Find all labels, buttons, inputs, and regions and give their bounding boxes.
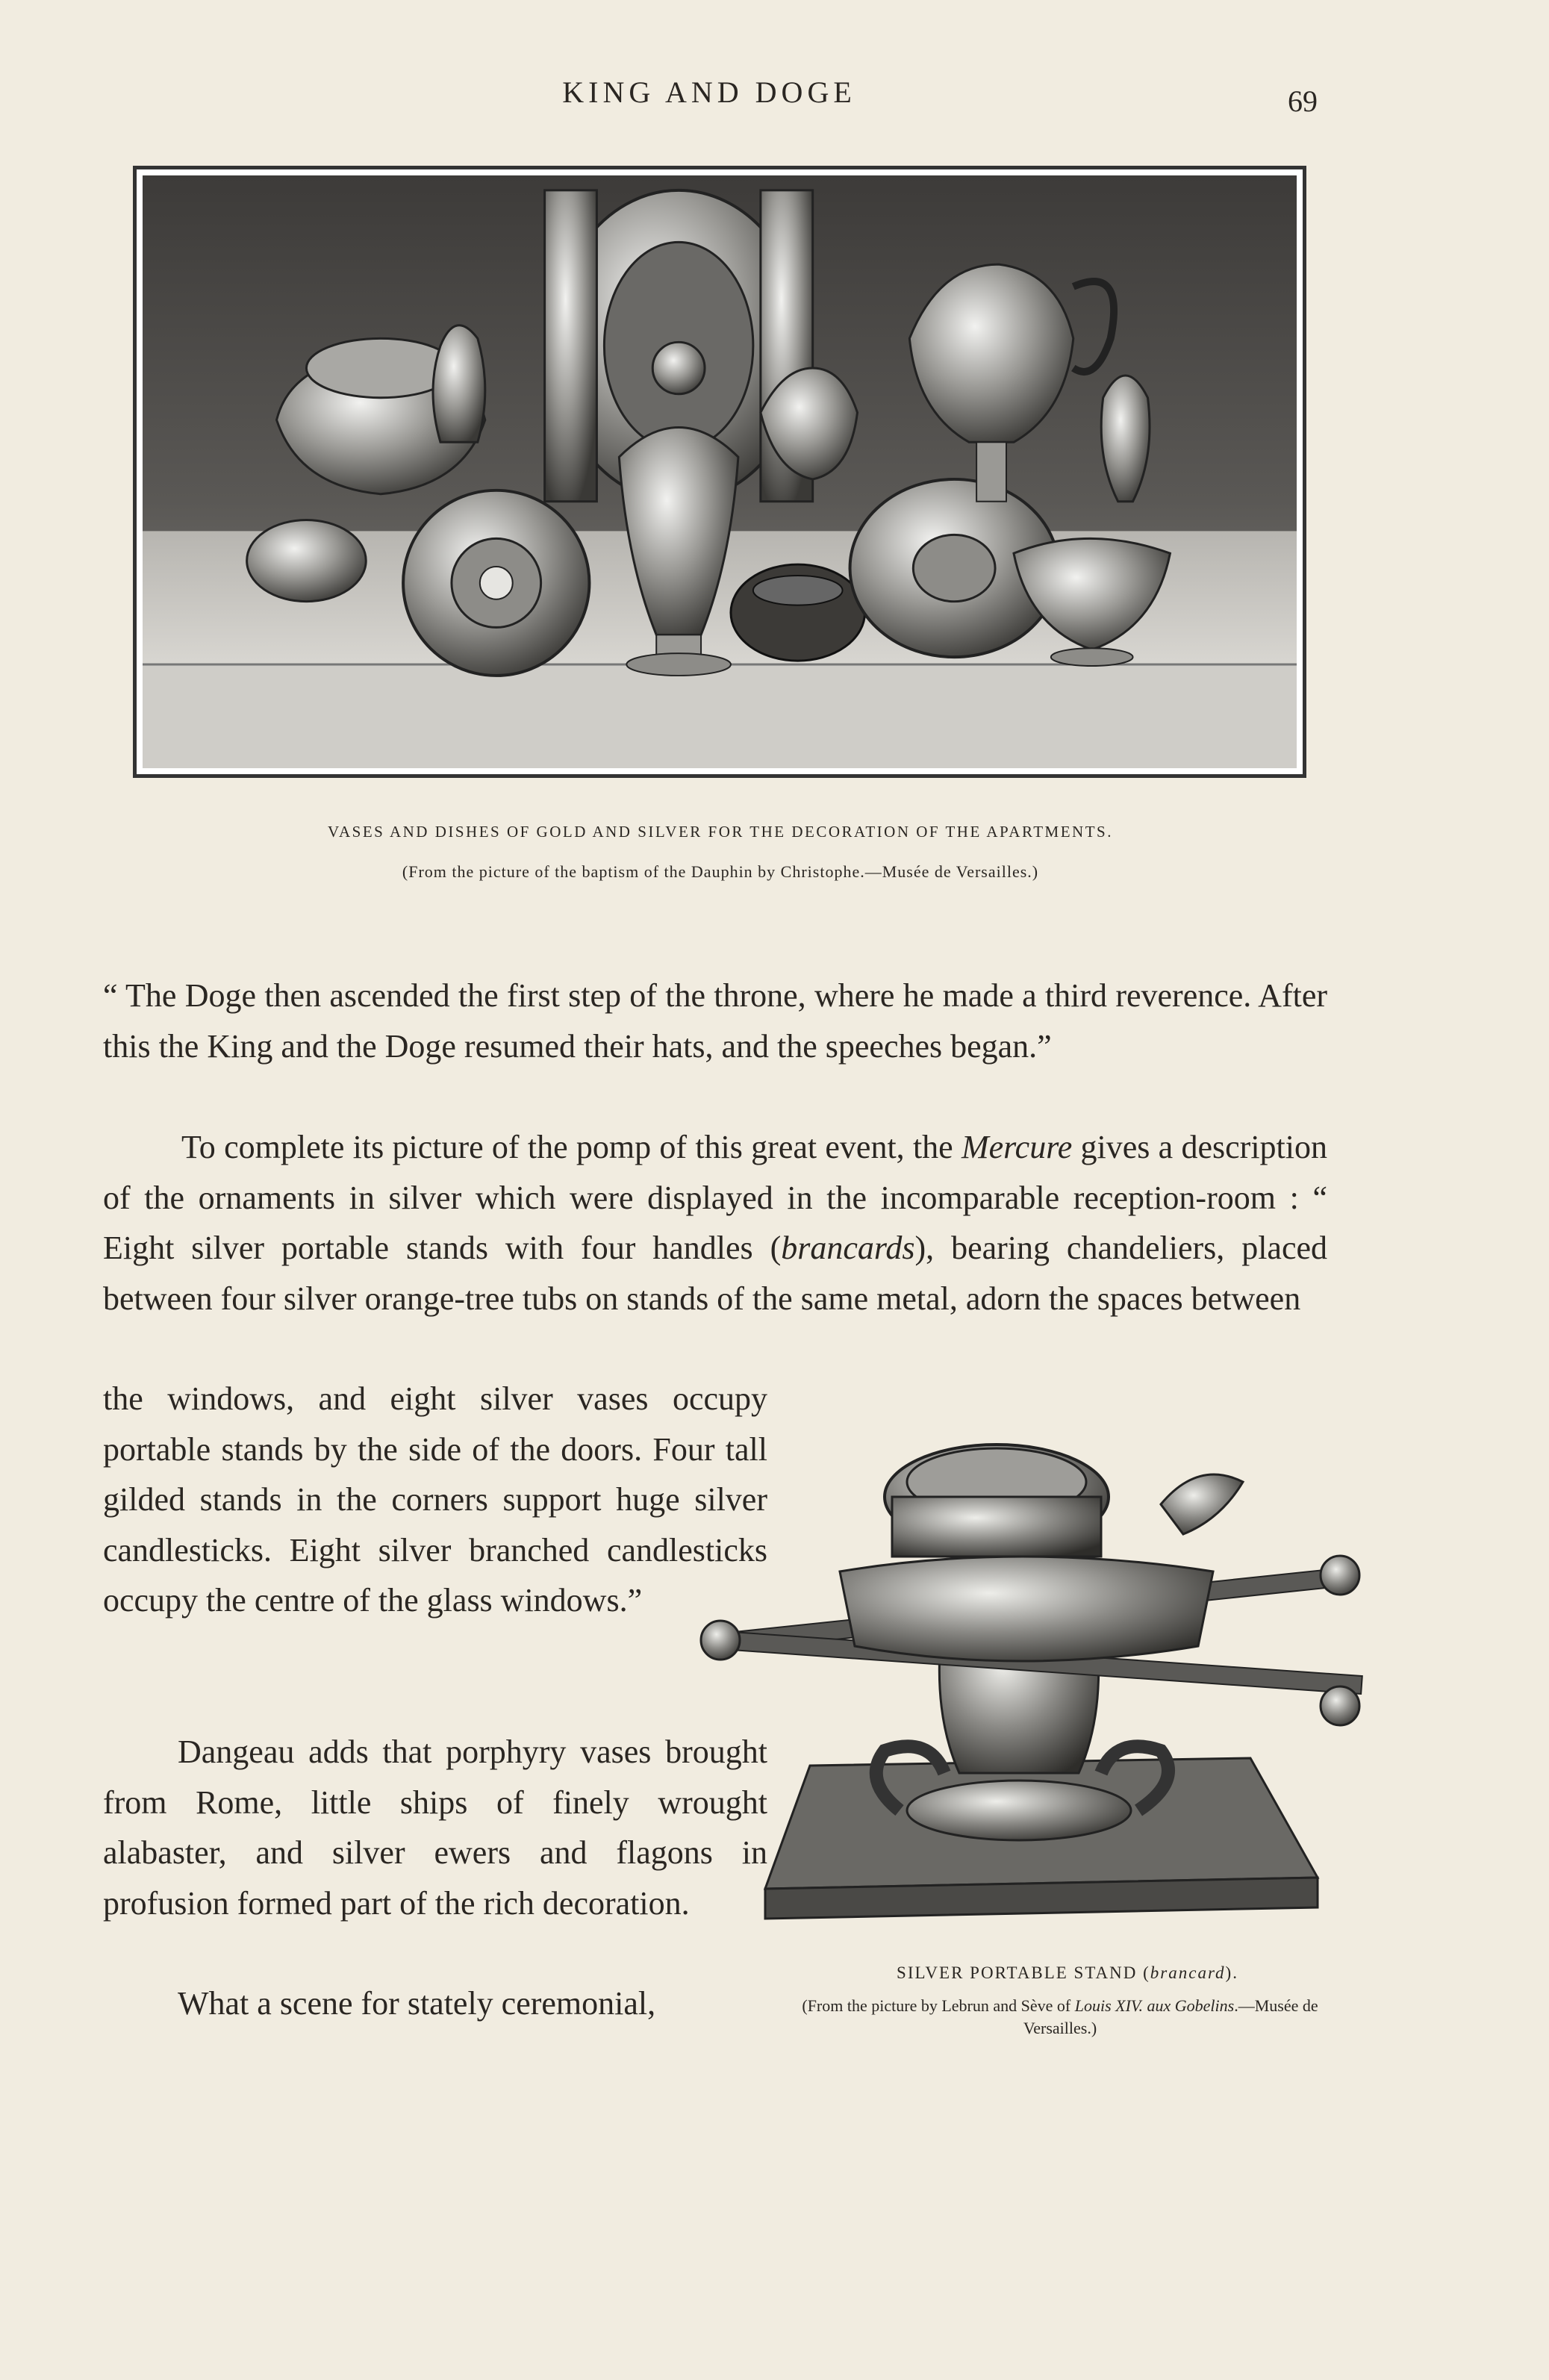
stand-source-text-b: .—Musée de Versailles.) — [1023, 1996, 1318, 2037]
paragraph-3: Dangeau adds that porphyry vases brought from Rome, little ships of finely wrought alabaster, and silver ewers and flagons in profusion formed part of the rich decoration. — [103, 1733, 767, 1922]
stand-caption-text-b: ). — [1225, 1963, 1238, 1982]
brancards-term: brancards — [781, 1230, 915, 1266]
paragraph-2-text-b: gives a description of the ornaments in silver which were displayed in the incomparable reception-room : “ Eight silver portable stands with four handles ( — [103, 1129, 1327, 1266]
page-number: 69 — [1288, 84, 1318, 118]
stand-source-text-a: (From the picture by Lebrun and Sève of — [802, 1996, 1075, 2015]
plate-caption: VASES AND DISHES OF GOLD AND SILVER FOR THE DECORATION OF THE APARTMENTS. — [328, 823, 1113, 841]
silver-stand-illustration — [676, 1422, 1385, 1930]
paragraph-2-text-c: ), bearing chandeliers, placed between four silver orange-tree tubs on stands of the same metal, adorn the spaces between — [103, 1230, 1328, 1317]
stand-source-italic: Louis XIV. aux Gobelins — [1074, 1996, 1235, 2015]
plate-source: (From the picture of the baptism of the Dauphin by Christophe.—Musée de Versailles.) — [402, 862, 1039, 881]
vases-engraving — [143, 175, 1297, 768]
paragraph-2-continued: the windows, and eight silver vases occupy portable stands by the side of the doors. Four tall gilded stands in the corners support huge silver candlesticks. Eight silver branched candlesticks occupy the centre of the glass windows.” — [103, 1380, 767, 1619]
paragraph-2 — [103, 1122, 1327, 1324]
stand-caption-italic: brancard — [1150, 1963, 1226, 1982]
paragraph-4: What a scene for stately ceremonial, — [178, 1985, 656, 2022]
brancard-engraving — [676, 1422, 1385, 1930]
vases-plate-illustration — [133, 166, 1306, 778]
stand-caption-text-a: SILVER PORTABLE STAND ( — [897, 1963, 1150, 1982]
mercure-title: Mercure — [961, 1129, 1073, 1165]
stand-source — [784, 1995, 1336, 2040]
stand-caption — [806, 1963, 1329, 1983]
paragraph-2-text-a: To complete its picture of the pomp of this great event, the — [181, 1129, 961, 1165]
running-head: KING AND DOGE — [562, 75, 856, 109]
paragraph-1: “ The Doge then ascended the first step of the throne, where he made a third reverence. After this the King and the Doge resumed their hats, and the speeches began.” — [103, 977, 1327, 1065]
